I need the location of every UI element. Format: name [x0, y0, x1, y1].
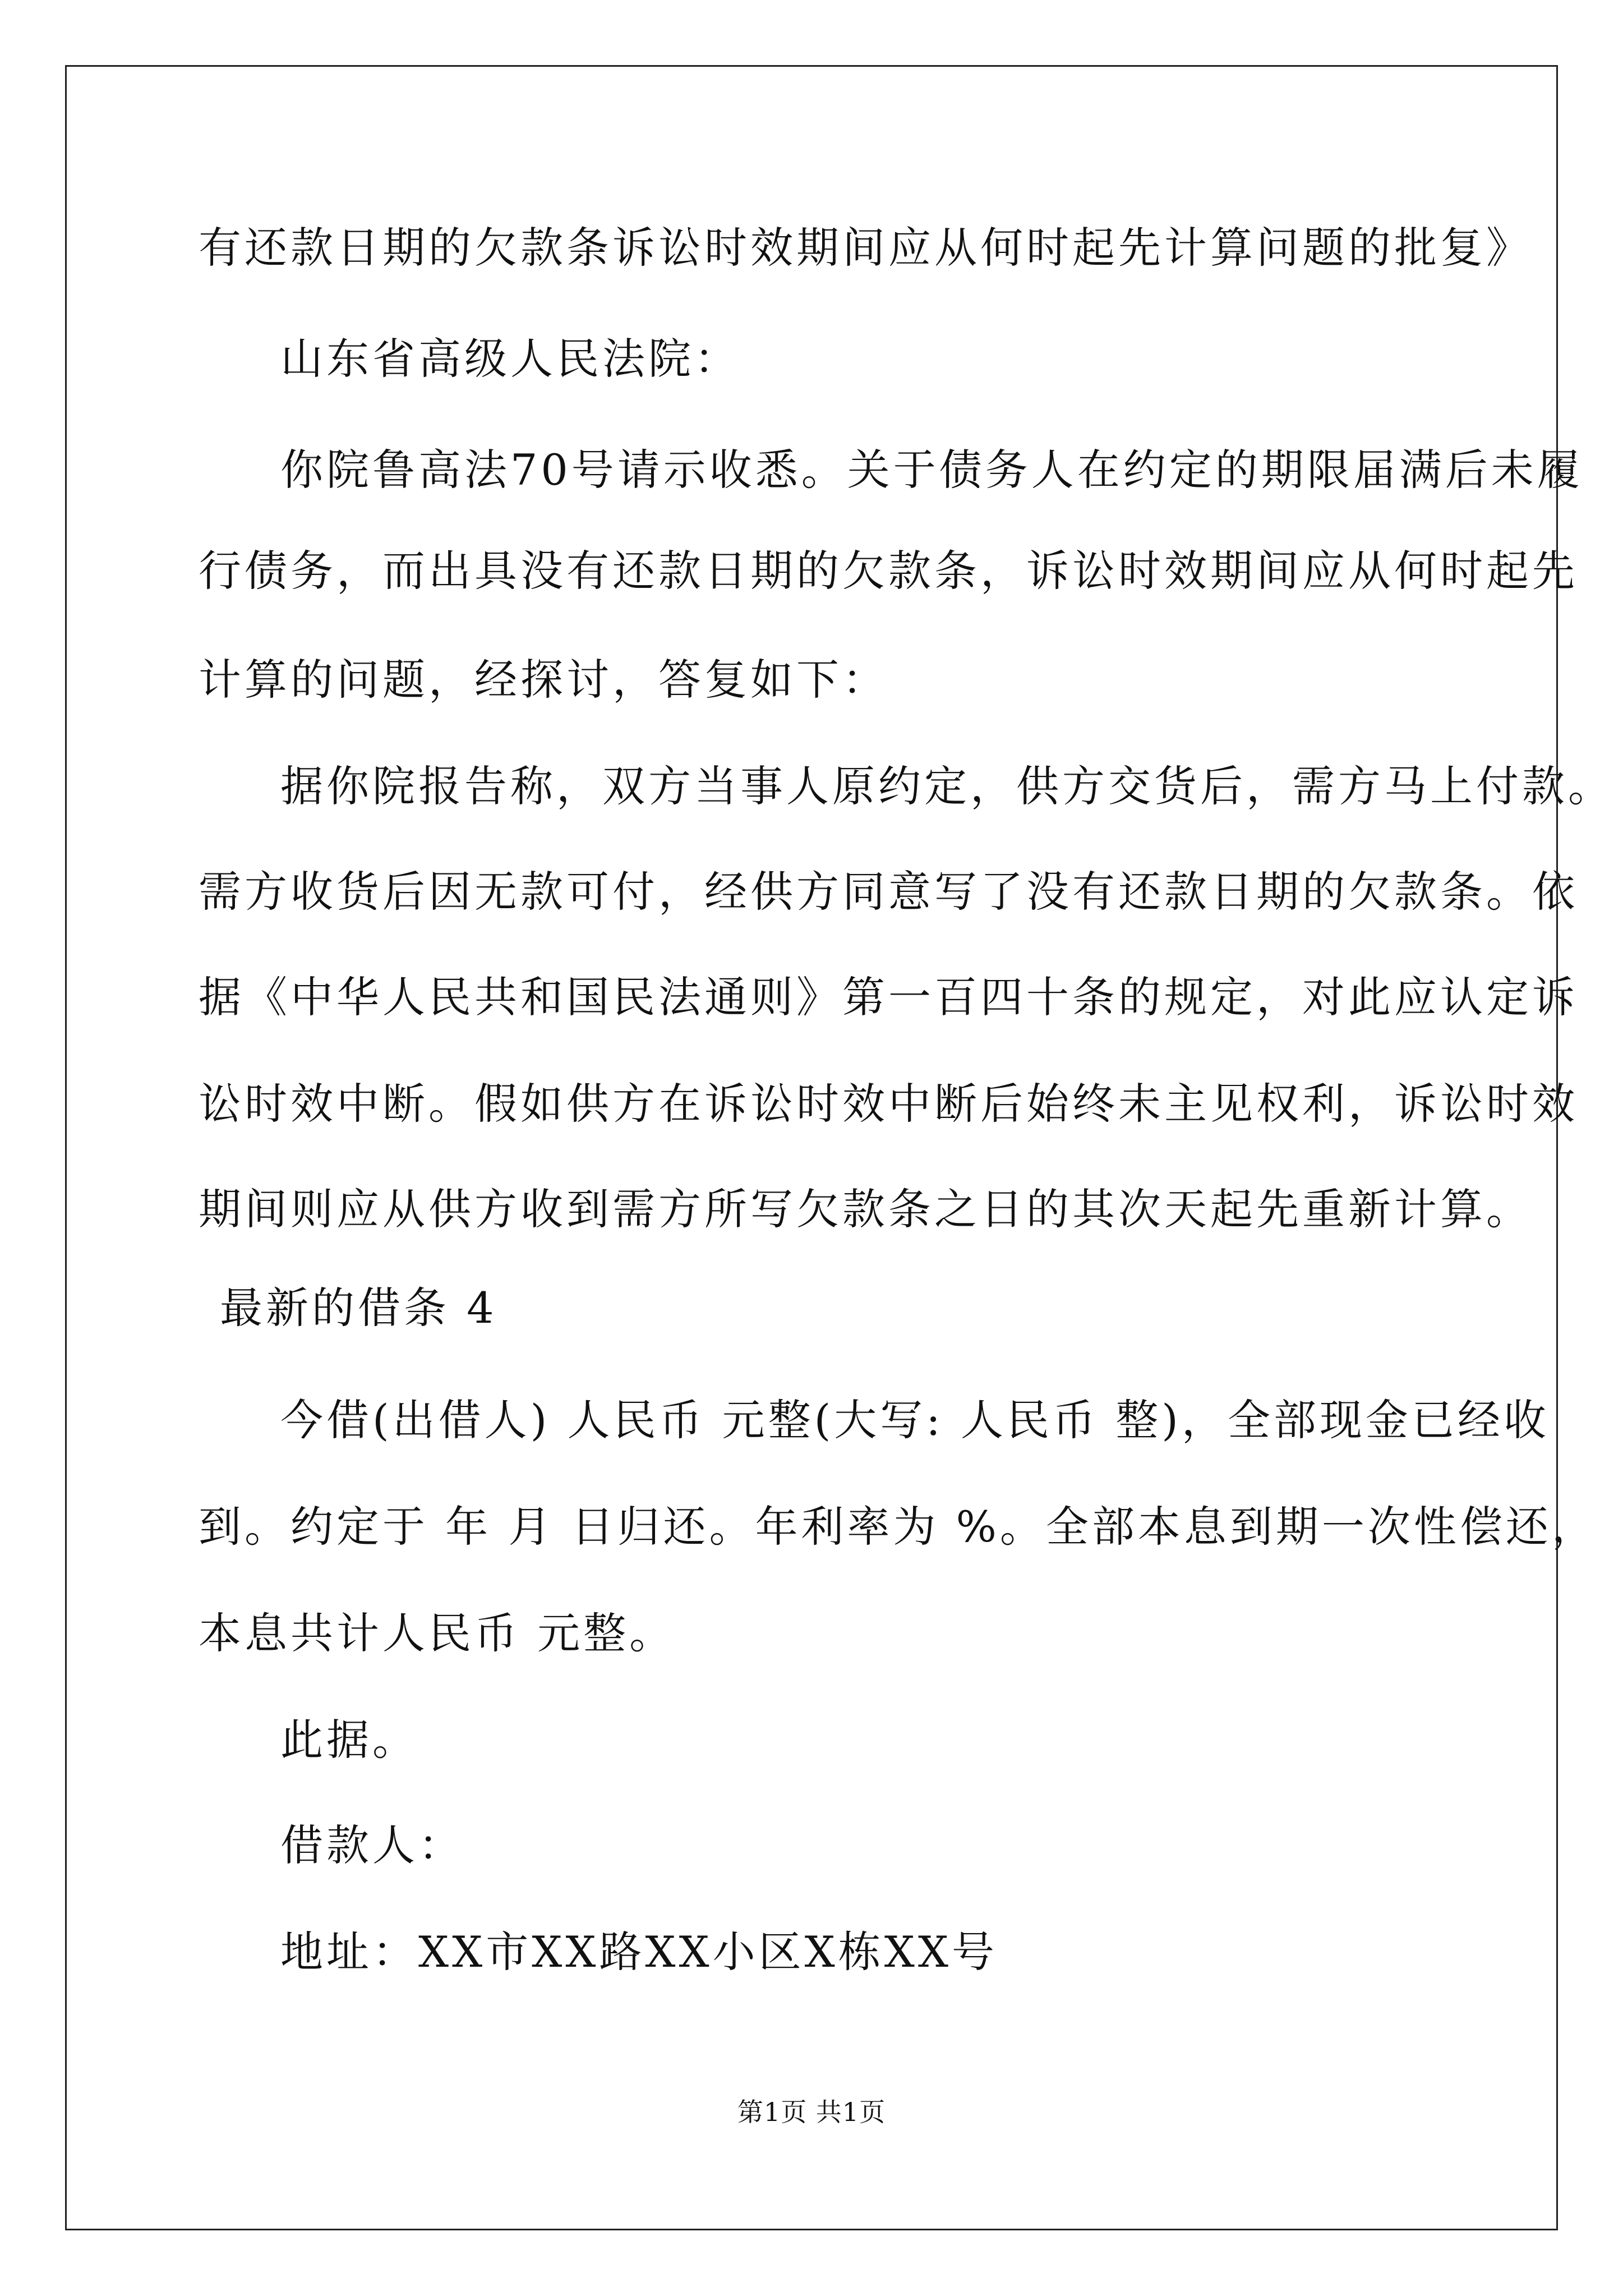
text-line-2: 山东省高级人民法院：: [280, 334, 740, 384]
page-footer: 第1页 共1页: [737, 2097, 886, 2127]
text-line-14: 本息共计人民币 元整。: [199, 1608, 676, 1658]
text-line-10: 期间则应从供方收到需方所写欠款条之日的其次天起先重新计算。: [199, 1184, 1532, 1234]
text-line-1: 有还款日期的欠款条诉讼时效期间应从何时起先计算问题的批复》: [199, 223, 1532, 273]
text-line-6: 据你院报告称，双方当事人原约定，供方交货后，需方马上付款。: [280, 761, 1614, 811]
text-line-7: 需方收货后因无款可付，经供方同意写了没有还款日期的欠款条。依: [199, 867, 1578, 917]
text-line-3: 你院鲁高法70号请示收悉。关于债务人在约定的期限届满后未履: [280, 445, 1583, 495]
text-line-16: 借款人：: [280, 1820, 464, 1870]
text-line-5: 计算的问题，经探讨，答复如下：: [199, 655, 888, 705]
text-line-12: 今借(出借人) 人民币 元整(大写: 人民币 整)，全部现金已经收: [280, 1395, 1550, 1445]
text-line-15: 此据。: [280, 1715, 418, 1765]
text-line-4: 行债务，而出具没有还款日期的欠款条，诉讼时效期间应从何时起先: [199, 546, 1578, 596]
section-heading: 最新的借条 4: [220, 1283, 497, 1333]
page-border: [65, 65, 1558, 2230]
text-line-8: 据《中华人民共和国民法通则》第一百四十条的规定，对此应认定诉: [199, 972, 1578, 1022]
text-line-9: 讼时效中断。假如供方在诉讼时效中断后始终未主见权利，诉讼时效: [199, 1079, 1578, 1129]
text-line-13: 到。约定于 年 月 日归还。年利率为 %。全部本息到期一次性偿还，: [199, 1502, 1598, 1552]
text-line-17: 地址：XX市XX路XX小区X栋XX号: [280, 1927, 998, 1977]
